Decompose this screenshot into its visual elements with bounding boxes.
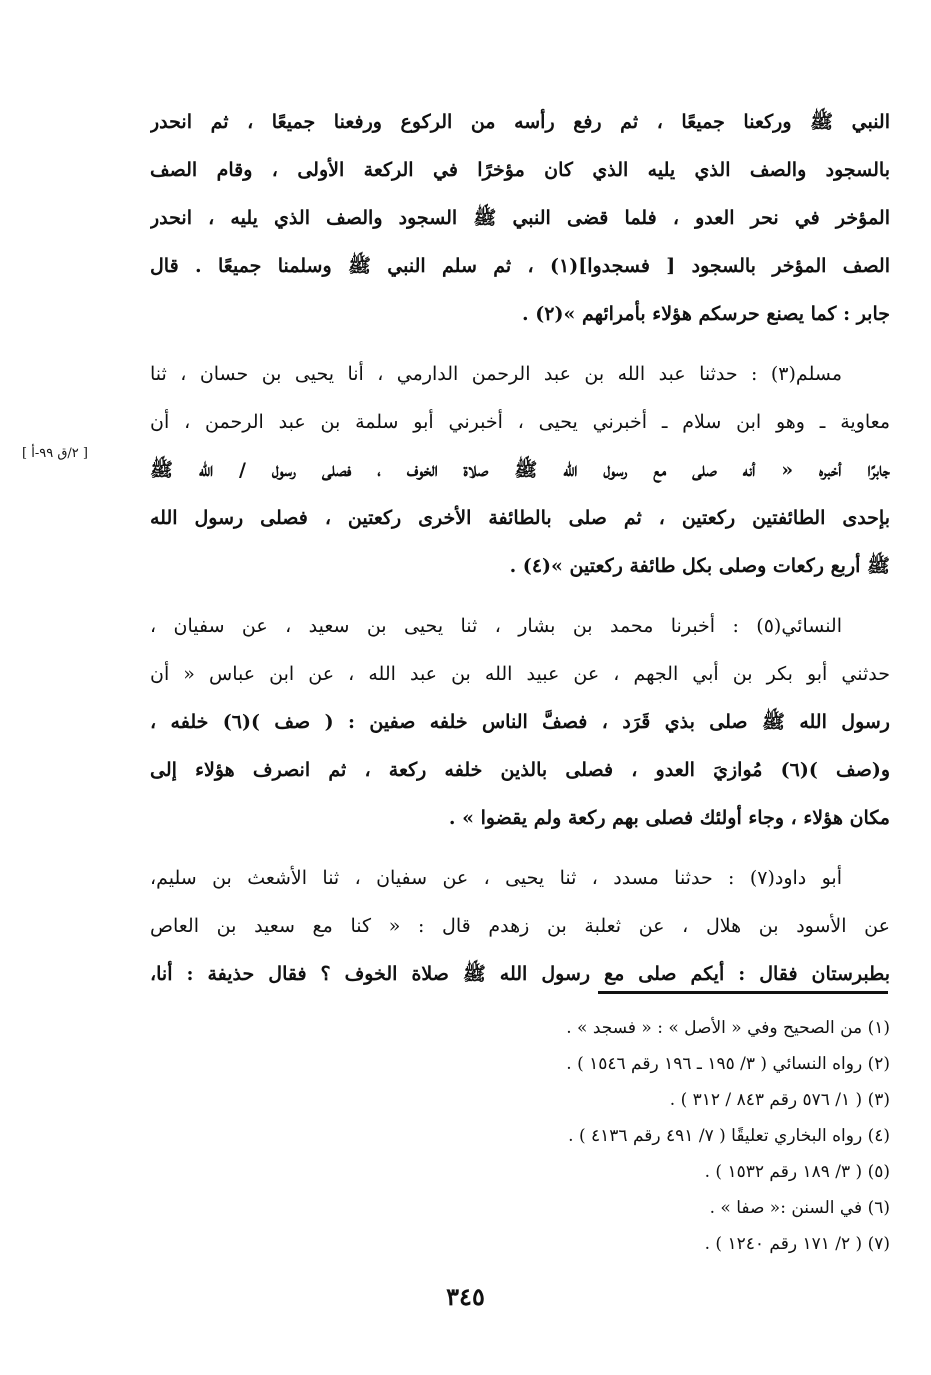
text-line: المؤخر في نحر العدو ، فلما قضى النبي ﷺ السجود والصف الذي يليه ، انحدر xyxy=(150,207,890,229)
text-line: عن الأسود بن هلال ، عن ثعلبة بن زهدم قال : « كنا مع سعيد بن العاص xyxy=(150,915,890,937)
footnote-item: (٦) في السنن :« صفا » . xyxy=(709,1198,890,1218)
text-line: الصف المؤخر بالسجود [ فسجدوا](١) ، ثم سلم النبي ﷺ وسلمنا جميعًا . قال xyxy=(150,255,890,277)
footnote-item: (٢) رواه النسائي ( ٣/ ١٩٥ ـ ١٩٦ رقم ١٥٤٦ ) . xyxy=(566,1054,890,1074)
text-line: معاوية ـ وهو ابن سلام ـ أخبرني يحيى ، أخبرني أبو سلمة بن عبد الرحمن ، أن xyxy=(150,411,890,433)
text-line: و(صف )(٦) مُوازيَ العدو ، فصلى بالذين خلفه ركعة ، ثم انصرف هؤلاء إلى xyxy=(150,759,890,781)
page-number: ٣٤٥ xyxy=(446,1282,485,1311)
text-line: مسلم(٣) : حدثنا عبد الله بن عبد الرحمن الدارمي ، أنا يحيى بن حسان ، ثنا xyxy=(150,363,842,385)
text-line: رسول الله ﷺ صلى بذي قَرَد ، فصفَّ الناس خلفه صفين : ( صف )(٦) خلفه ، xyxy=(150,711,890,733)
text-line: مكان هؤلاء ، وجاء أولئك فصلى بهم ركعة ولم يقضوا » . xyxy=(448,807,890,829)
text-line: بطبرستان فقال : أيكم صلى مع رسول الله ﷺ صلاة الخوف ؟ فقال حذيفة : أنا، xyxy=(150,963,890,985)
footnote-item: (٣) ( ١/ ٥٧٦ رقم ٨٤٣ / ٣١٢ ) . xyxy=(669,1090,890,1110)
footnote-item: (١) من الصحيح وفي « الأصل » : « فسجد » . xyxy=(566,1018,890,1038)
manuscript-folio-note: [ ٢/ق ٩٩-أ ] xyxy=(22,446,88,461)
footnote-item: (٧) ( ٢/ ١٧١ رقم ١٢٤٠ ) . xyxy=(704,1234,890,1254)
footnote-item: (٥) ( ٣/ ١٨٩ رقم ١٥٣٢ ) . xyxy=(704,1162,890,1182)
text-line: حدثني أبو بكر بن أبي الجهم ، عن عبيد الله بن عبد الله ، عن ابن عباس « أن xyxy=(150,663,890,685)
text-line: جابرًا أخبره « أنه صلى مع رسول الله ﷺ صلاة الخوف ، فصلى رسول / الله ﷺ xyxy=(150,459,890,481)
text-line: النبي ﷺ وركعنا جميعًا ، ثم رفع رأسه من الركوع ورفعنا جميعًا ، ثم انحدر xyxy=(150,111,890,133)
text-line: بإحدى الطائفتين ركعتين ، ثم صلى بالطائفة الأخرى ركعتين ، فصلى رسول الله xyxy=(150,507,890,529)
main-text xyxy=(150,98,890,998)
text-line: بالسجود والصف الذي يليه الذي كان مؤخرًا في الركعة الأولى ، وقام الصف xyxy=(150,159,890,181)
footnotes xyxy=(380,1010,890,1262)
text-line: أبو داود(٧) : حدثنا مسدد ، ثنا يحيى ، عن سفيان ، ثنا الأشعث بن سليم، xyxy=(150,867,842,889)
text-line: جابر : كما يصنع حرسكم هؤلاء بأمرائهم »(٢) . xyxy=(522,303,890,325)
text-line: النسائي(٥) : أخبرنا محمد بن بشار ، ثنا يحيى بن سعيد ، عن سفيان ، xyxy=(150,615,842,637)
footnote-divider xyxy=(598,991,888,994)
text-line: ﷺ أربع ركعات وصلى بكل طائفة ركعتين »(٤) . xyxy=(509,555,890,577)
footnote-item: (٤) رواه البخاري تعليقًا ( ٧/ ٤٩١ رقم ٤١٣٦ ) . xyxy=(568,1126,890,1146)
